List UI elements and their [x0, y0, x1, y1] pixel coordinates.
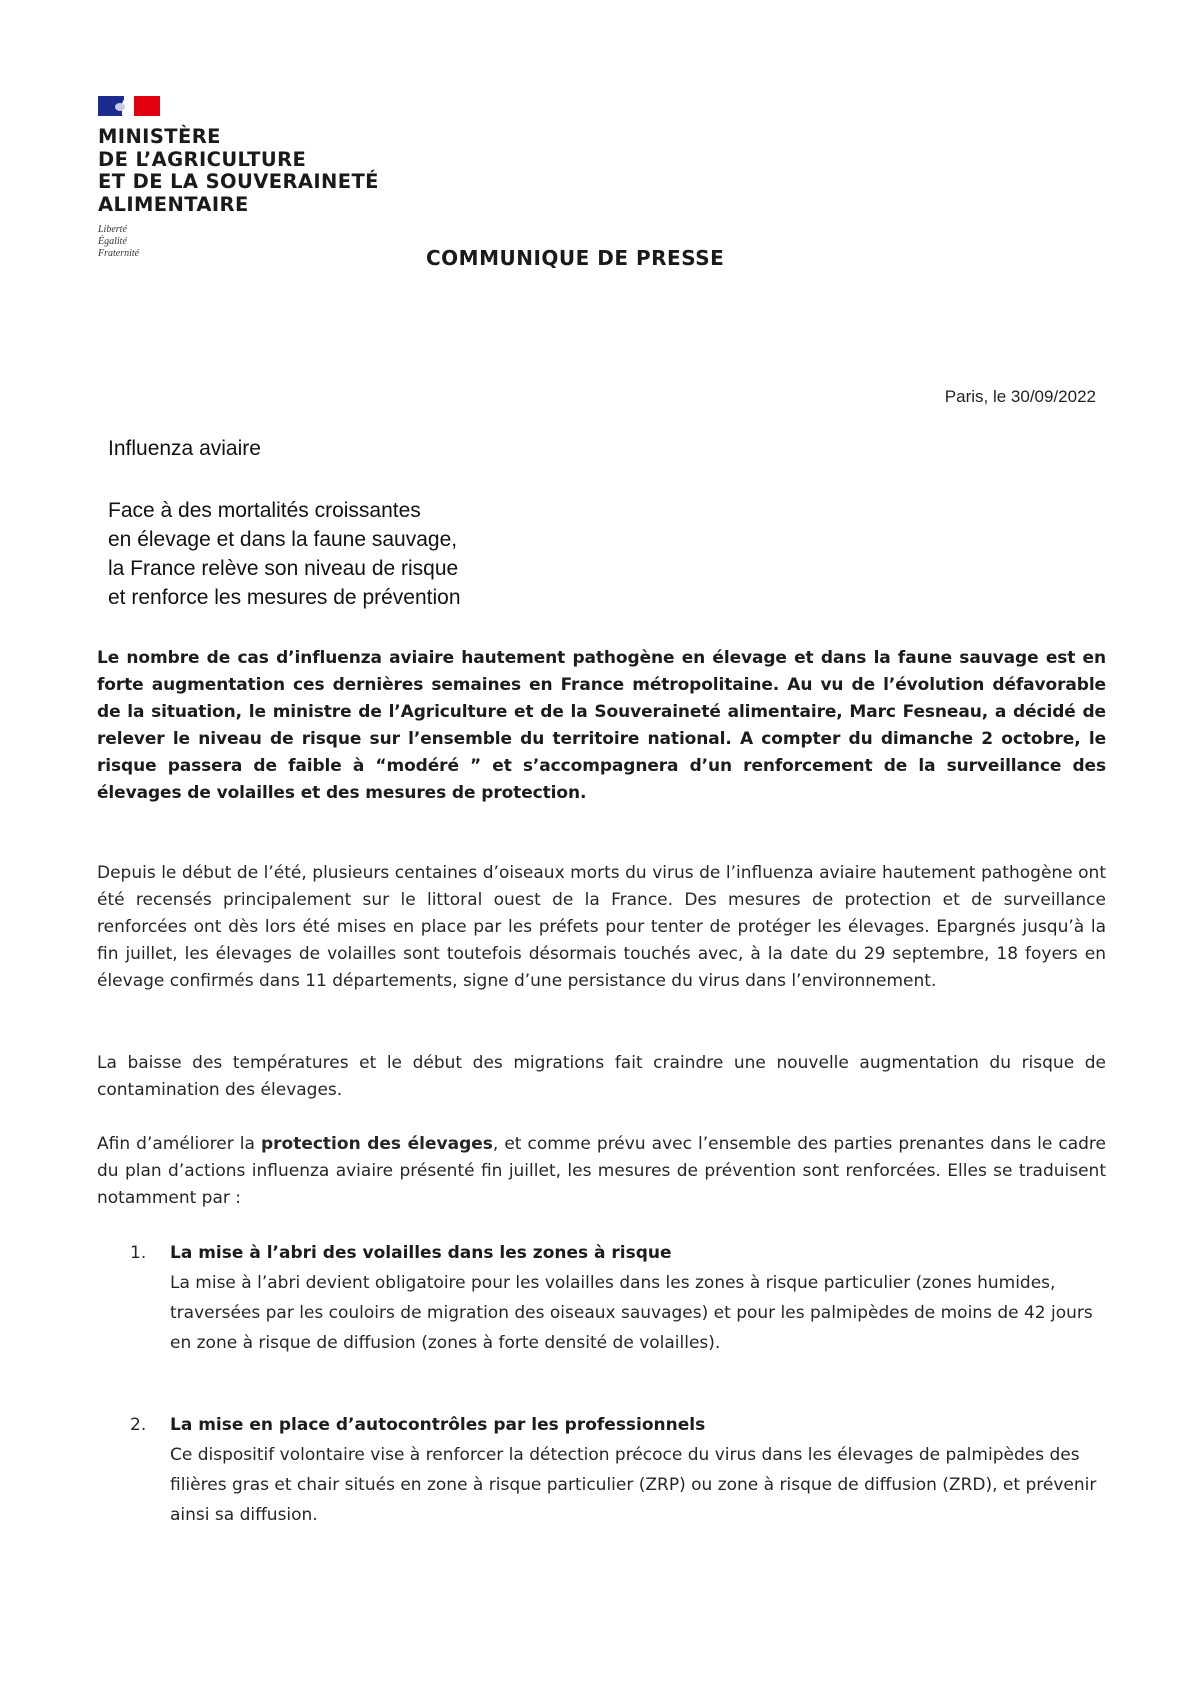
- measure-item: [130, 1410, 1106, 1530]
- ministry-name: [98, 126, 379, 216]
- intro-text-before: Afin d’améliorer la: [97, 1134, 261, 1154]
- lead-paragraph: Le nombre de cas d’influenza aviaire hautement pathogène en élevage et dans la faune sauvage est en forte augmentation ces dernières semaines en France métropolitaine. Au vu de l’évolution défavorable de la situation, le ministre de l’Agriculture et de la Souveraineté alimentaire, Marc Fesneau, a décidé de relever le niveau de risque sur l’ensemble du territoire national. A compter du dimanche 2 octobre, le risque passera de faible à “modéré ” et s’accompagnera d’un renforcement de la surveillance des élevages de volailles et des mesures de protection.: [97, 648, 1106, 803]
- measure-item: [130, 1238, 1106, 1358]
- marianne-flag-icon: [98, 94, 160, 118]
- measure-title: La mise en place d’autocontrôles par les professionnels: [170, 1415, 706, 1435]
- marianne-profile-mark: [115, 103, 125, 111]
- headline-line: en élevage et dans la faune sauvage,: [108, 528, 458, 551]
- intro-text-after: , et comme prévu avec l’ensemble des parties prenantes dans le cadre du plan d’actions influenza aviaire présenté fin juillet, les mesures de prévention sont renforcées. Elles se traduisent notamment par :: [97, 1134, 1106, 1208]
- body-paragraph-situation: Depuis le début de l’été, plusieurs centaines d’oiseaux morts du virus de l’influenza aviaire hautement pathogène ont été recensés principalement sur le littoral ouest de la France. Des mesures de protection et de surveillance renforcées ont dès lors été mises en place par les préfets pour tenter de protéger les élevages. Epargnés jusqu’à la fin juillet, les élevages de volailles sont toutefois désormais touchés avec, à la date du 29 septembre, 18 foyers en élevage confirmés dans 11 départements, signe d’une persistance du virus dans l’environnement.: [97, 863, 1106, 991]
- motto-line: Liberté: [98, 224, 127, 235]
- measure-text: Ce dispositif volontaire vise à renforcer la détection précoce du virus dans les élevages de palmipèdes des filières gras et chair situés en zone à risque particulier (ZRP) ou zone à risque de diffusion (ZRD), et prévenir ainsi sa diffusion.: [170, 1445, 1097, 1525]
- motto-line: Fraternité: [98, 248, 140, 259]
- topic-heading: Influenza aviaire: [108, 437, 261, 460]
- measure-number: 2.: [130, 1415, 147, 1435]
- headline-line: la France relève son niveau de risque: [108, 557, 459, 580]
- republic-motto: [98, 224, 379, 260]
- measure-number: 1.: [130, 1243, 147, 1263]
- place-date: Paris, le 30/09/2022: [944, 387, 1096, 406]
- ministry-name-line: DE L’AGRICULTURE: [98, 147, 307, 171]
- ministry-name-line: ALIMENTAIRE: [98, 192, 249, 216]
- measures-list: [130, 1410, 1106, 1530]
- document-type-title: COMMUNIQUE DE PRESSE: [426, 246, 725, 270]
- measures-list: [130, 1238, 1106, 1358]
- measure-text: La mise à l’abri devient obligatoire pour les volailles dans les zones à risque particulier (zones humides, traversées par les couloirs de migration des oiseaux sauvages) et pour les palmipèdes de moins de 42 jours en zone à risque de diffusion (zones à forte densité de volailles).: [170, 1273, 1093, 1353]
- ministry-name-line: ET DE LA SOUVERAINETÉ: [98, 170, 379, 193]
- ministry-logo-block: [98, 94, 379, 260]
- measure-title: La mise à l’abri des volailles dans les zones à risque: [170, 1243, 672, 1263]
- headline-line: et renforce les mesures de prévention: [108, 586, 461, 609]
- body-paragraph-measures-intro: [97, 1131, 1106, 1212]
- body-paragraph-risk: La baisse des températures et le début des migrations fait craindre une nouvelle augmentation du risque de contamination des élevages.: [97, 1053, 1106, 1100]
- motto-line: Égalité: [98, 236, 127, 247]
- flag-red-stripe: [134, 96, 160, 116]
- headline-line: Face à des mortalités croissantes: [108, 499, 421, 522]
- ministry-name-line: MINISTÈRE: [98, 125, 221, 148]
- intro-text-emphasis: protection des élevages: [260, 1134, 493, 1154]
- headline: [108, 496, 461, 612]
